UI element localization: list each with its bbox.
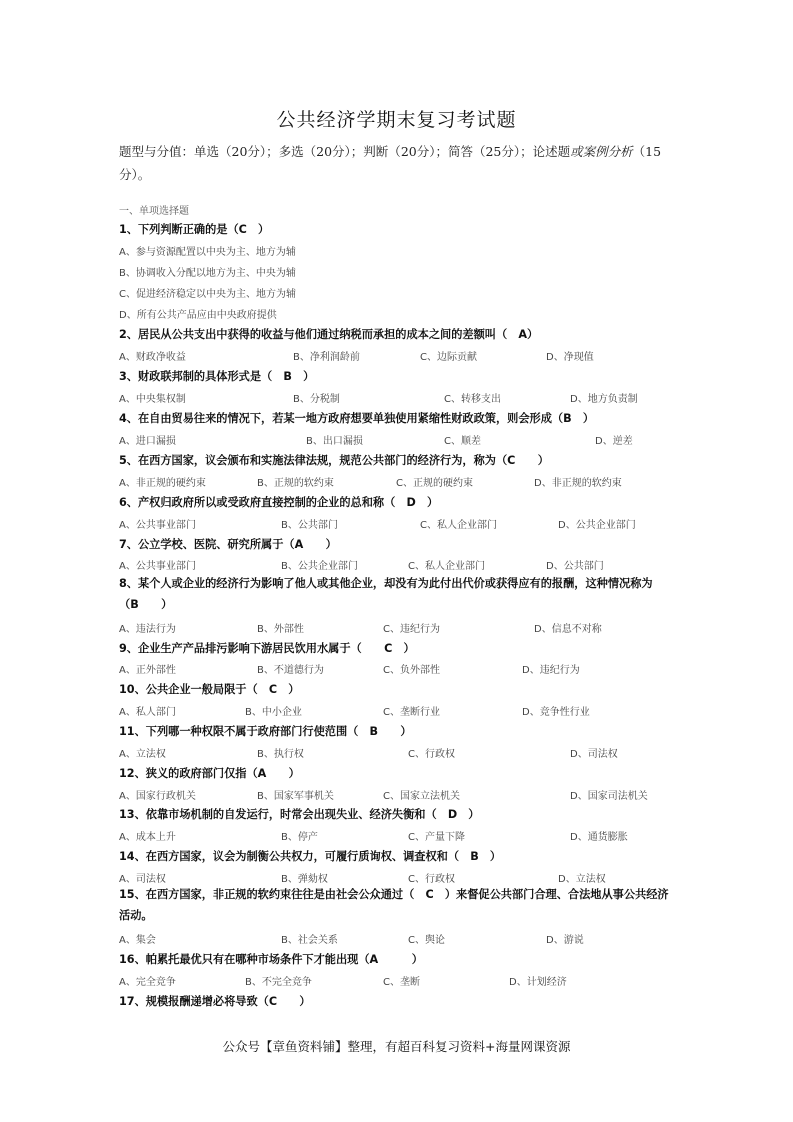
option-c: C、正规的硬约束 (396, 478, 473, 489)
option-d: D、立法权 (558, 874, 606, 885)
question-1-option-c: C、促进经济稳定以中央为主、地方为辅 (119, 289, 296, 300)
question-13: 13、依靠市场机制的自发运行，时常会出现失业、经济失衡和（ D ） (119, 808, 480, 821)
question-11-options (119, 745, 679, 759)
option-d: D、净现值 (546, 352, 594, 363)
question-6-options (119, 516, 679, 530)
option-c: C、行政权 (408, 874, 455, 885)
option-b: B、公共企业部门 (281, 561, 358, 572)
question-3-options (119, 390, 679, 404)
question-11: 11、下列哪一种权限不属于政府部门行使范围（ B ） (119, 725, 412, 738)
option-a: A、司法权 (119, 874, 166, 885)
option-b: B、不道德行为 (257, 665, 324, 676)
option-c: C、顺差 (444, 436, 481, 447)
question-4: 4、在自由贸易往来的情况下，若某一地方政府想要单独使用紧缩性财政政策，则会形成（B ） (119, 412, 595, 425)
question-9: 9、企业生产产品排污影响下游居民饮用水属于（ C ） (119, 642, 415, 655)
option-d: D、竞争性行业 (522, 707, 590, 718)
question-1: 1、下列判断正确的是（C ） (119, 223, 270, 236)
question-5-options (119, 474, 679, 488)
question-8: 8、某个人或企业的经济行为影响了他人或其他企业，却没有为此付出代价或获得应有的报酬，这种情况称为（B ） (119, 577, 653, 611)
intro-tail: （15分）。 (119, 144, 662, 182)
option-b: B、中小企业 (245, 707, 302, 718)
option-c: C、私人企业部门 (408, 561, 485, 572)
question-10: 10、公共企业一般局限于（ C ） (119, 683, 300, 696)
option-a: A、成本上升 (119, 832, 176, 843)
option-c: C、舆论 (408, 935, 445, 946)
option-c: C、转移支出 (444, 394, 501, 405)
option-a: A、公共事业部门 (119, 520, 196, 531)
question-4-options (119, 432, 679, 446)
option-c: C、国家立法机关 (383, 791, 460, 802)
question-9-options (119, 661, 679, 675)
option-a: A、中央集权制 (119, 394, 186, 405)
page-title: 公共经济学期末复习考试题 (276, 109, 517, 131)
intro-paragraph (119, 140, 679, 186)
question-8-options (119, 620, 679, 634)
question-15-options (119, 931, 679, 945)
option-a: A、违法行为 (119, 624, 176, 635)
question-15: 15、在西方国家，非正规的软约束往往是由社会公众通过（ C ）来督促公共部门合理、合法地从事公共经济活动。 (119, 888, 669, 922)
question-12-options (119, 787, 679, 801)
option-a: A、立法权 (119, 749, 166, 760)
option-d: D、司法权 (570, 749, 618, 760)
option-c: C、私人企业部门 (420, 520, 497, 531)
question-3: 3、财政联邦制的具体形式是（ B ） (119, 370, 315, 383)
option-b: B、净利润龄前 (293, 352, 360, 363)
question-5: 5、在西方国家，议会颁布和实施法律法规，规范公共部门的经济行为，称为（C ） (119, 454, 549, 467)
page-footer: 公众号【章鱼资料铺】整理，有超百科复习资料+海量网课资源 (222, 1039, 571, 1054)
question-17: 17、规模报酬递增必将导致（C ） (119, 995, 311, 1008)
option-d: D、公共部门 (546, 561, 604, 572)
option-d: D、公共企业部门 (558, 520, 636, 531)
option-b: B、社会关系 (281, 935, 338, 946)
option-a: A、私人部门 (119, 707, 176, 718)
option-d: D、违纪行为 (522, 665, 580, 676)
option-d: D、计划经济 (509, 977, 567, 988)
option-a: A、国家行政机关 (119, 791, 196, 802)
question-1-option-a: A、参与资源配置以中央为主、地方为辅 (119, 247, 296, 258)
question-16-options (119, 973, 679, 987)
option-c: C、违纪行为 (383, 624, 440, 635)
question-12: 12、狭义的政府部门仅指（A ） (119, 767, 300, 780)
option-a: A、正外部性 (119, 665, 176, 676)
option-d: D、信息不对称 (534, 624, 602, 635)
option-a: A、集会 (119, 935, 156, 946)
option-c: C、产量下降 (408, 832, 465, 843)
question-1-option-b: B、协调收入分配以地方为主、中央为辅 (119, 268, 296, 279)
question-7-options (119, 557, 679, 571)
intro-text: 题型与分值：单选（20分）；多选（20分）；判断（20分）；简答（25分）；论述题 (119, 144, 571, 159)
question-7: 7、公立学校、医院、研究所属于（A ） (119, 538, 337, 551)
option-d: D、通货膨胀 (570, 832, 628, 843)
option-b: B、出口漏损 (306, 436, 363, 447)
option-b: B、不完全竞争 (245, 977, 312, 988)
option-a: A、非正规的硬约束 (119, 478, 206, 489)
option-b: B、分税制 (293, 394, 340, 405)
option-b: B、正规的软约束 (257, 478, 334, 489)
option-d: D、国家司法机关 (570, 791, 648, 802)
question-13-options (119, 828, 679, 842)
option-d: D、地方负责制 (570, 394, 638, 405)
option-d: D、游说 (546, 935, 584, 946)
question-1-option-d: D、所有公共产品应由中央政府提供 (119, 310, 277, 321)
option-b: B、公共部门 (281, 520, 338, 531)
intro-italic: 或案例分析 (570, 144, 633, 159)
option-c: C、垄断 (383, 977, 420, 988)
option-b: B、停产 (281, 832, 318, 843)
option-b: B、外部性 (257, 624, 304, 635)
option-c: C、垄断行业 (383, 707, 440, 718)
option-a: A、进口漏损 (119, 436, 176, 447)
option-a: A、财政净收益 (119, 352, 186, 363)
question-14-options (119, 870, 679, 884)
option-c: C、负外部性 (383, 665, 440, 676)
question-16: 16、帕累托最优只有在哪种市场条件下才能出现（A ） (119, 953, 423, 966)
question-14: 14、在西方国家，议会为制衡公共权力，可履行质询权、调查权和（ B ） (119, 850, 502, 863)
option-c: C、边际贡献 (420, 352, 477, 363)
option-b: B、弹劾权 (281, 874, 328, 885)
option-a: A、公共事业部门 (119, 561, 196, 572)
option-c: C、行政权 (408, 749, 455, 760)
question-6: 6、产权归政府所以或受政府直接控制的企业的总和称（ D ） (119, 496, 439, 509)
option-d: D、逆差 (595, 436, 633, 447)
option-b: B、执行权 (257, 749, 304, 760)
question-2-options (119, 348, 679, 362)
question-10-options (119, 703, 679, 717)
option-d: D、非正规的软约束 (534, 478, 622, 489)
option-a: A、完全竞争 (119, 977, 176, 988)
section-heading: 一、单项选择题 (119, 206, 189, 217)
question-2: 2、居民从公共支出中获得的收益与他们通过纳税而承担的成本之间的差额叫（ A） (119, 328, 539, 341)
option-b: B、国家军事机关 (257, 791, 334, 802)
